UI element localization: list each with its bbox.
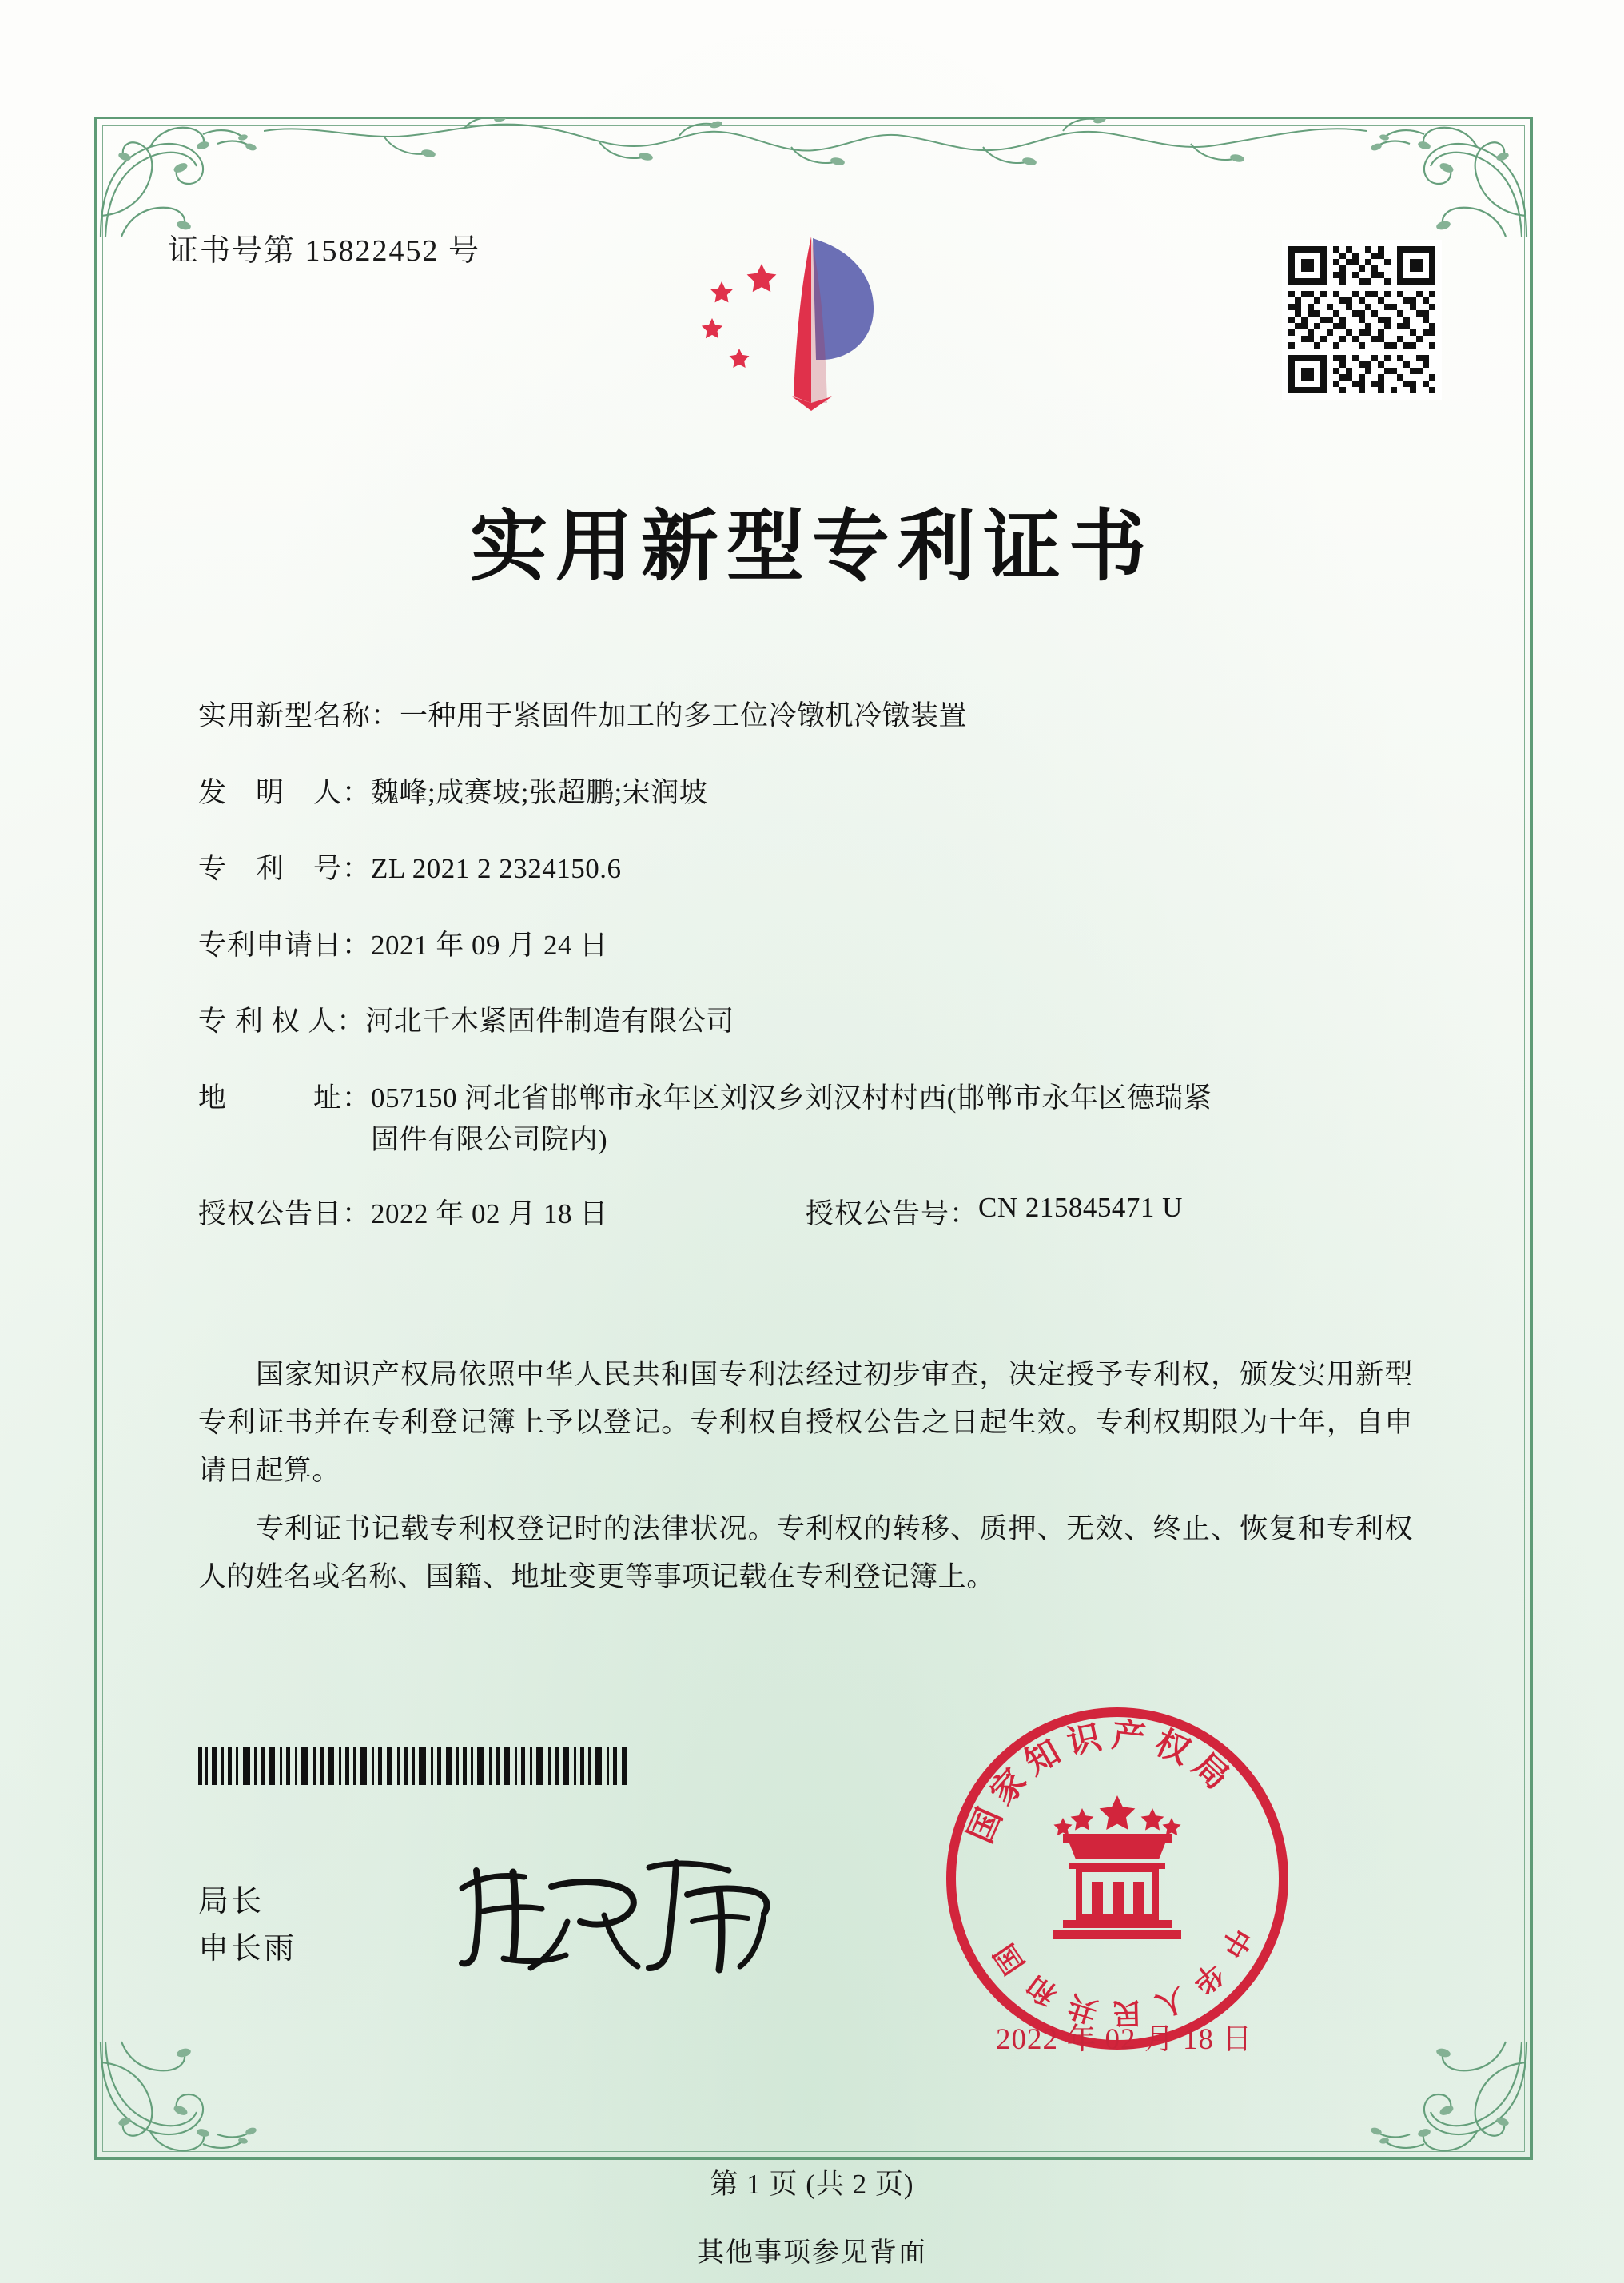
seal-date: 2022 年 02 月 18 日 <box>996 2023 1253 2056</box>
corner-ornament-icon <box>98 2038 265 2158</box>
field-address <box>198 1078 1397 1161</box>
fields-block <box>198 695 1397 1232</box>
field-value: ZL 2021 2 2324150.6 <box>371 853 622 884</box>
body-text <box>198 1351 1413 1611</box>
field-value: 2021 年 09 月 24 日 <box>371 929 608 961</box>
field-value: 2022 年 02 月 18 日 <box>371 1197 608 1229</box>
field-label: 地 址： <box>198 1082 372 1114</box>
field-value: 一种用于紧固件加工的多工位冷镦机冷镦装置 <box>400 700 968 731</box>
paragraph-2: 专利证书记载专利权登记时的法律状况。专利权的转移、质押、无效、终止、恢复和专利权人的姓名或名称、国籍、地址变更等事项记载在专利登记簿上。 <box>198 1512 1413 1592</box>
field-grant-number <box>806 1192 1397 1232</box>
qr-code-icon <box>1282 240 1442 400</box>
field-label: 专 利 号： <box>198 853 372 884</box>
field-label: 实用新型名称： <box>198 700 400 731</box>
cnipa-logo-icon <box>675 232 939 424</box>
certificate-number: 证书号第 15822452 号 <box>168 234 481 268</box>
field-value: 河北千木紧固件制造有限公司 <box>365 1006 734 1037</box>
corner-ornament-icon <box>98 120 265 240</box>
corner-ornament-icon <box>1362 2038 1530 2158</box>
page-number: 第 1 页 (共 2 页) <box>710 2169 914 2200</box>
field-patent-number <box>198 848 1397 890</box>
handwritten-signature-icon <box>448 1839 815 1990</box>
field-label: 专利申请日： <box>198 929 372 961</box>
signature-role: 局长 <box>198 1885 265 1918</box>
field-patentee <box>198 1001 1397 1043</box>
field-label: 授权公告日： <box>198 1197 372 1229</box>
paragraph-1: 国家知识产权局依照中华人民共和国专利法经过初步审查，决定授予专利权，颁发实用新型专利证书并在专利登记簿上予以登记。专利权自授权公告之日起生效。专利权期限为十年，自申请日起算。 <box>198 1359 1413 1487</box>
svg-text:中华人民共和国: 中华人民共和国 <box>980 1921 1258 2030</box>
top-vine-ornament-icon <box>264 118 1367 181</box>
field-utility-model-name <box>198 695 1397 738</box>
corner-ornament-icon <box>1362 120 1530 240</box>
field-application-date <box>198 925 1397 967</box>
field-value: CN 215845471 U <box>978 1191 1183 1223</box>
signature-block <box>198 1879 297 1973</box>
field-grant-date <box>198 1192 806 1232</box>
field-value: 魏峰;成赛坡;张超鹏;宋润坡 <box>371 776 708 808</box>
signature-name: 申长雨 <box>198 1931 297 1966</box>
barcode-icon <box>198 1747 630 1785</box>
official-seal-icon <box>941 1703 1293 2054</box>
field-label: 专 利 权 人： <box>198 1006 366 1037</box>
page-title: 实用新型专利证书 <box>470 500 1154 592</box>
field-value: 057150 河北省邯郸市永年区刘汉乡刘汉村村西(邯郸市永年区德瑞紧固件有限公司院内) <box>371 1082 1212 1155</box>
svg-text:国家知识产权局: 国家知识产权局 <box>960 1715 1243 1849</box>
grant-row <box>198 1192 1397 1232</box>
field-inventors <box>198 772 1397 815</box>
back-page-note: 其他事项参见背面 <box>697 2238 927 2268</box>
field-label: 发 明 人： <box>198 776 372 808</box>
field-label: 授权公告号： <box>806 1197 979 1229</box>
